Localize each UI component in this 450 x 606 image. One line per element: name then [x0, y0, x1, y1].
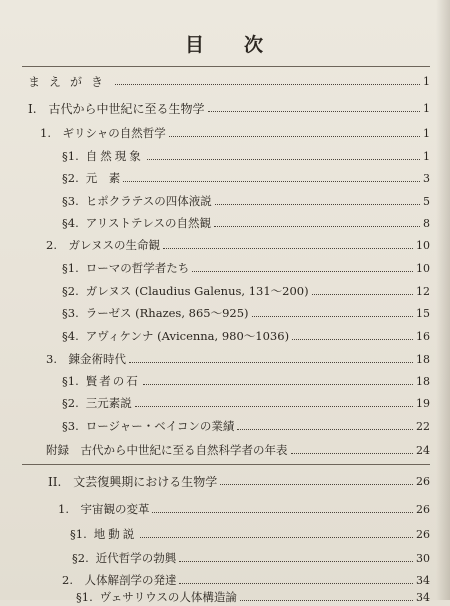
title-char-2: 次	[244, 34, 266, 56]
sub-number: §1.	[76, 590, 93, 604]
section-rule	[22, 464, 430, 465]
entry-label: II. 文芸復興期における生物学	[48, 474, 218, 489]
entry-label: まえがき	[28, 74, 113, 89]
toc-sub-1-2-4	[62, 327, 430, 345]
entry-label: 1. 宇宙観の変革	[58, 502, 150, 516]
toc-sub-1-3-3	[62, 417, 430, 435]
leader-dots	[115, 84, 420, 85]
page-number: 24	[416, 443, 430, 457]
toc-section-1-2	[46, 236, 430, 254]
toc-sub-1-3-2	[62, 394, 430, 412]
leader-dots	[143, 384, 413, 385]
leader-dots	[179, 561, 413, 562]
leader-dots	[140, 537, 413, 538]
page-number: 8	[423, 216, 430, 230]
sub-number: §1.	[70, 527, 87, 541]
page-number: 10	[416, 238, 430, 252]
page-number: 18	[416, 352, 430, 366]
entry-label: ガレヌス (Claudius Galenus, 131～200)	[85, 284, 309, 298]
entry-label: 自然現象	[85, 149, 144, 163]
sub-number: §2.	[62, 171, 79, 185]
entry-label: 地動説	[93, 527, 138, 541]
leader-dots	[215, 204, 420, 205]
leader-dots	[220, 484, 413, 485]
toc-sub-1-3-1	[62, 372, 430, 390]
page-number: 22	[416, 419, 430, 433]
toc-sub-2-2-1	[76, 588, 430, 606]
toc-sub-2-1-1	[70, 525, 430, 543]
page-number: 34	[416, 590, 430, 604]
toc-sub-1-2-1	[62, 259, 430, 277]
entry-label: ローマの哲学者たち	[85, 261, 190, 275]
page-number: 5	[423, 194, 430, 208]
toc-sub-1-1-3	[62, 192, 430, 210]
page-number: 1	[423, 126, 430, 140]
leader-dots	[237, 429, 413, 430]
sub-number: §3.	[62, 194, 79, 208]
page-number: 1	[423, 101, 430, 115]
leader-dots	[291, 453, 414, 454]
page-number: 3	[423, 171, 430, 185]
leader-dots	[214, 226, 420, 227]
leader-dots	[152, 512, 413, 513]
toc-section-2-2	[62, 571, 430, 589]
page-number: 26	[416, 502, 430, 516]
top-rule	[22, 66, 430, 67]
entry-label: ヒポクラテスの四体液説	[85, 194, 212, 208]
sub-number: §3.	[62, 306, 79, 320]
toc-sub-2-1-2	[72, 549, 430, 567]
sub-number: §2.	[62, 396, 79, 410]
page-number: 26	[416, 474, 430, 488]
entry-label: 元 素	[85, 171, 121, 185]
leader-dots	[252, 316, 413, 317]
toc-entry-preface	[28, 72, 430, 90]
leader-dots	[129, 362, 413, 363]
entry-label: 2. 人体解剖学の発達	[62, 573, 177, 587]
page-edge-shadow	[436, 0, 450, 600]
sub-number: §1.	[62, 149, 79, 163]
leader-dots	[147, 159, 420, 160]
leader-dots	[208, 111, 420, 112]
page-title	[0, 30, 450, 57]
toc-section-1-1	[40, 124, 430, 142]
entry-label: 1. ギリシャの自然哲学	[40, 126, 166, 140]
sub-number: §4.	[62, 216, 79, 230]
leader-dots	[179, 583, 413, 584]
leader-dots	[135, 406, 413, 407]
entry-label: ヴェサリウスの人体構造論	[99, 590, 237, 604]
page-number: 15	[416, 306, 430, 320]
page-number: 1	[423, 149, 430, 163]
page-number: 18	[416, 374, 430, 388]
entry-label: 三元素説	[85, 396, 132, 410]
toc-chapter-1	[28, 99, 430, 117]
entry-label: 附録 古代から中世紀に至る自然科学者の年表	[46, 443, 288, 457]
leader-dots	[123, 181, 420, 182]
page-number: 10	[416, 261, 430, 275]
toc-sub-1-2-3	[62, 304, 430, 322]
title-char-1: 目	[184, 34, 206, 56]
entry-label: ラーゼス (Rhazes, 865～925)	[85, 306, 249, 320]
page-number: 12	[416, 284, 430, 298]
sub-number: §1.	[62, 374, 79, 388]
toc-sub-1-1-4	[62, 214, 430, 232]
page-number: 26	[416, 527, 430, 541]
toc-appendix	[46, 441, 430, 459]
toc-sub-1-1-2	[62, 169, 430, 187]
entry-label: ロージャー・ベイコンの業績	[85, 419, 235, 433]
entry-label: I. 古代から中世紀に至る生物学	[28, 101, 205, 116]
leader-dots	[292, 339, 413, 340]
leader-dots	[192, 271, 413, 272]
toc-section-1-3	[46, 350, 430, 368]
sub-number: §4.	[62, 329, 79, 343]
entry-label: 賢者の石	[85, 374, 140, 388]
sub-number: §1.	[62, 261, 79, 275]
page-number: 34	[416, 573, 430, 587]
leader-dots	[163, 248, 413, 249]
page-number: 30	[416, 551, 430, 565]
entry-label: 近代哲学の勃興	[95, 551, 177, 565]
entry-label: アヴィケンナ (Avicenna, 980～1036)	[85, 329, 290, 343]
sub-number: §2.	[62, 284, 79, 298]
toc-chapter-2	[48, 472, 430, 490]
page-number: 19	[416, 396, 430, 410]
leader-dots	[169, 136, 420, 137]
sub-number: §3.	[62, 419, 79, 433]
toc-sub-1-2-2	[62, 282, 430, 300]
page-number: 16	[416, 329, 430, 343]
sub-number: §2.	[72, 551, 89, 565]
toc-section-2-1	[58, 500, 430, 518]
entry-label: 2. ガレヌスの生命観	[46, 238, 161, 252]
entry-label: アリストテレスの自然観	[85, 216, 211, 230]
page-number: 1	[423, 74, 430, 88]
entry-label: 3. 錬金術時代	[46, 352, 126, 366]
toc-sub-1-1-1	[62, 147, 430, 165]
leader-dots	[312, 294, 413, 295]
